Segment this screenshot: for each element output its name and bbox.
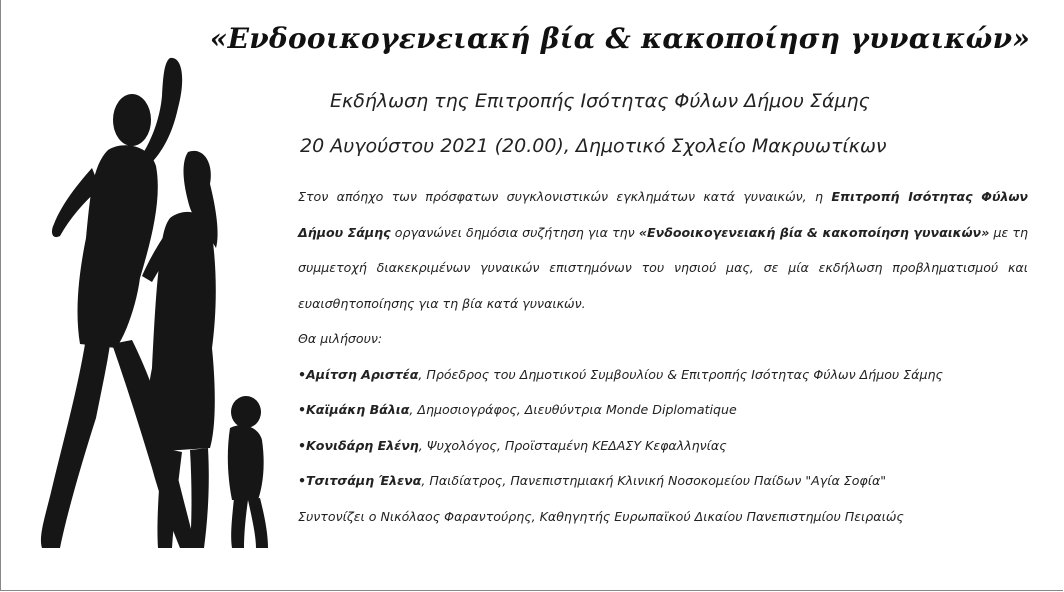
speaker-name: •Αμίτση Αριστέα [298, 366, 419, 382]
event-description [298, 179, 1028, 534]
speaker-role: , Πρόεδρος του Δημοτικού Συμβουλίου & Επιτροπής Ισότητας Φύλων Δήμου Σάμης [418, 366, 943, 382]
speaker-name: •Κονιδάρη Ελένη [298, 437, 419, 453]
intro-paragraph [298, 179, 1028, 321]
intro-text-2: οργανώνει δημόσια συζήτηση για την [390, 224, 639, 240]
intro-text-1: Στον απόηχο των πρόσφατων συγκλονιστικών εγκλημάτων κατά γυναικών, η [298, 189, 832, 204]
child-right-leg [248, 498, 268, 548]
speaker-role: , Ψυχολόγος, Προϊσταμένη ΚΕΔΑΣΥ Κεφαλληνίας [418, 437, 727, 453]
man-left-leg [41, 338, 110, 548]
speaker-item [298, 357, 1028, 393]
event-subtitle: Εκδήλωση της Επιτροπής Ισότητας Φύλων Δήμου Σάμης [330, 90, 870, 112]
speaker-role: , Δημοσιογράφος, Διευθύντρια Monde Diplomatique [409, 402, 737, 417]
event-title: «Ενδοοικογενειακή βία & κακοποίηση γυναικών» [209, 22, 1031, 55]
intro-text-3: με τη συμμετοχή διακεκριμένων γυναικών επιστημόνων του νησιού μας, σε μία εκδήλωση προβληματισμού και ευαισθητοποίησης για τη βία κατά γυναικών. [298, 224, 1028, 311]
silhouette-illustration [20, 48, 280, 553]
topic-name: «Ενδοοικογενειακή βία & κακοποίηση γυναικών» [638, 224, 990, 240]
organizer-name: Επιτροπή Ισότητας Φύλων Δήμου Σάμης [298, 189, 1028, 240]
speakers-label: Θα μιλήσουν: [298, 331, 383, 346]
woman-body [146, 212, 216, 452]
man-head [113, 94, 151, 146]
speaker-item [298, 392, 1028, 428]
speaker-name: •Καϊμάκη Βάλια [298, 402, 410, 417]
speaker-role: , Παιδίατρος, Πανεπιστημιακή Κλινική Νοσοκομείου Παίδων "Αγία Σοφία" [421, 473, 887, 488]
child-head [231, 396, 261, 428]
moderator-line: Συντονίζει ο Νικόλαος Φαραντούρης, Καθηγητής Ευρωπαϊκού Δικαίου Πανεπιστημίου Πειραιώς [298, 508, 904, 524]
event-date-venue: 20 Αυγούστου 2021 (20.00), Δημοτικό Σχολείο Μακρυωτίκων [300, 135, 887, 157]
speaker-name: •Τσιτσάμη Έλενα [298, 473, 422, 488]
child-body [228, 425, 264, 500]
speaker-item [298, 428, 1028, 464]
speaker-item [298, 463, 1028, 499]
woman-right-leg [190, 448, 209, 548]
child-left-leg [231, 498, 248, 548]
